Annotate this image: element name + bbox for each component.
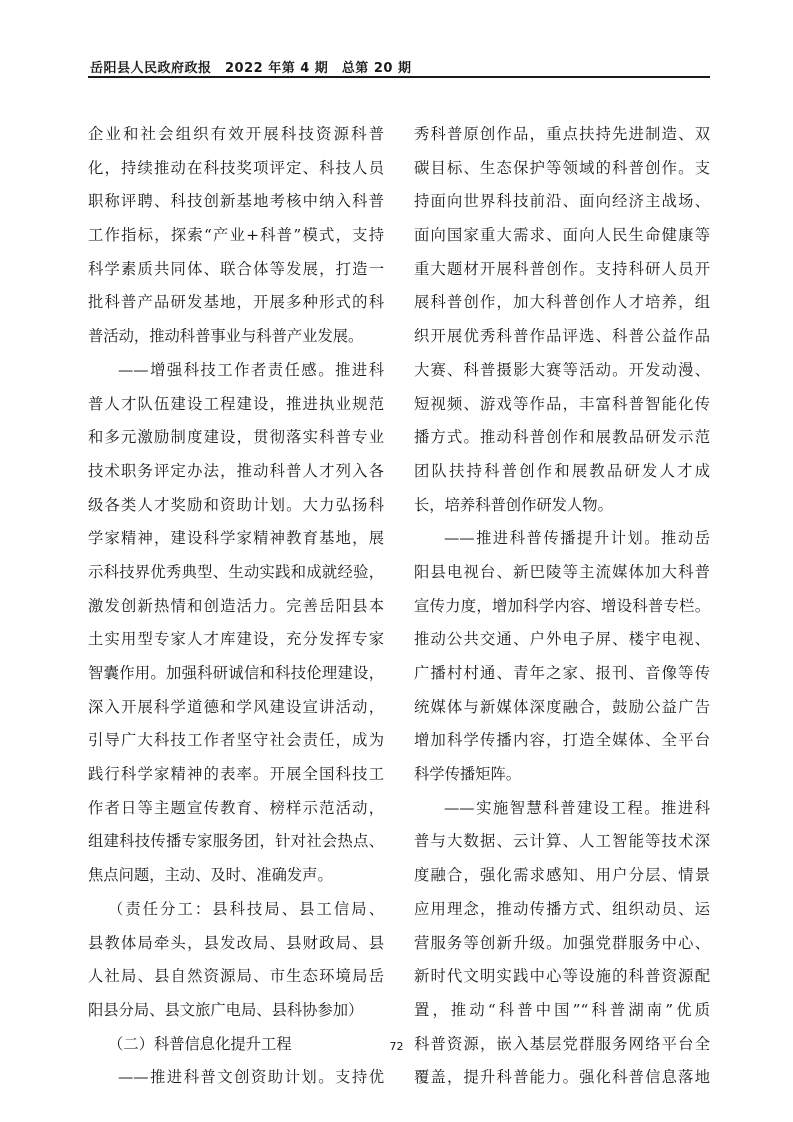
text-line: 学家精神，建设科学家精神教育基地，展 xyxy=(88,529,384,548)
text-line: 科普资源，嵌入基层党群服务网络平台全 xyxy=(414,1034,710,1053)
text-line: 长，培养科普创作研发人物。 xyxy=(414,495,613,514)
text-line: 播方式。推动科普创作和展教品研发示范 xyxy=(414,428,710,447)
text-line: 秀科普原创作品，重点扶持先进制造、双 xyxy=(414,125,710,143)
text-line: 普与大数据、云计算、人工智能等技术深 xyxy=(414,832,710,851)
text-line: 应用理念，推动传播方式、组织动员、运 xyxy=(414,899,710,918)
text-line: 置，推动“科普中国”“科普湖南”优质 xyxy=(414,1000,710,1019)
text-line: 和多元激励制度建设，贯彻落实科普专业 xyxy=(88,428,384,447)
text-line: 碳目标、生态保护等领域的科普创作。支 xyxy=(414,158,710,177)
left-text-column xyxy=(88,118,384,1095)
text-line: 智囊作用。加强科研诚信和科技伦理建设， xyxy=(88,664,384,682)
text-line: 重大题材开展科普创作。支持科研人员开 xyxy=(414,259,710,278)
text-line: 织开展优秀科普作品评选、科普公益作品 xyxy=(414,327,710,346)
text-line: 职称评聘、科技创新基地考核中纳入科普 xyxy=(88,192,384,211)
text-line: 大赛、科普摄影大赛等活动。开发动漫、 xyxy=(414,360,710,379)
text-line: 批科普产品研发基地，开展多种形式的科 xyxy=(88,293,384,312)
text-line: ——推进科普文创资助计划。支持优 xyxy=(118,1068,384,1087)
text-line: 新时代文明实践中心等设施的科普资源配 xyxy=(414,967,710,986)
text-line: 普活动，推动科普事业与科普产业发展。 xyxy=(88,327,364,346)
text-line: 阳县电视台、新巴陵等主流媒体加大科普 xyxy=(414,562,710,581)
text-line: （责任分工：县科技局、县工信局、 xyxy=(108,899,384,918)
text-line: 人社局、县自然资源局、市生态环境局岳 xyxy=(88,967,384,986)
header-title: 岳阳县人民政府政报 2022 年第 4 期 总第 20 期 xyxy=(90,61,412,76)
text-line: 践行科学家精神的表率。开展全国科技工 xyxy=(88,765,384,784)
text-line: 深入开展科学道德和学风建设宣讲活动， xyxy=(88,697,384,716)
text-line: 焦点问题，主动、及时、准确发声。 xyxy=(88,866,333,885)
text-line: 短视频、游戏等作品，丰富科普智能化传 xyxy=(414,394,710,413)
running-header xyxy=(88,54,710,78)
text-line: 科学传播矩阵。 xyxy=(414,765,522,784)
text-line: 宣传力度，增加科学内容、增设科普专栏。 xyxy=(414,596,710,615)
page-number: 72 xyxy=(389,1040,404,1053)
text-line: ——推进科普传播提升计划。推动岳 xyxy=(444,529,710,548)
text-line: （二）科普信息化提升工程 xyxy=(108,1034,292,1053)
text-line: 化，持续推动在科技奖项评定、科技人员 xyxy=(88,158,384,177)
text-line: 示科技界优秀典型、生动实践和成就经验， xyxy=(88,562,384,581)
text-line: 组建科技传播专家服务团，针对社会热点、 xyxy=(88,832,384,851)
text-line: ——增强科技工作者责任感。推进科 xyxy=(118,360,384,379)
text-line: 团队扶持科普创作和展教品研发人才成 xyxy=(414,461,710,480)
text-line: 普人才队伍建设工程建设，推进执业规范 xyxy=(88,394,384,413)
text-line: 土实用型专家人才库建设，充分发挥专家 xyxy=(88,630,384,649)
text-line: ——实施智慧科普建设工程。推进科 xyxy=(444,798,710,817)
text-line: 激发创新热情和创造活力。完善岳阳县本 xyxy=(88,596,384,615)
text-line: 技术职务评定办法，推动科普人才列入各 xyxy=(88,461,384,480)
text-line: 科学素质共同体、联合体等发展，打造一 xyxy=(88,259,384,278)
text-line: 引导广大科技工作者坚守社会责任，成为 xyxy=(88,731,384,750)
text-line: 县教体局牵头，县发改局、县财政局、县 xyxy=(88,933,384,952)
text-line: 面向国家重大需求、面向人民生命健康等 xyxy=(414,226,710,245)
text-line: 广播村村通、青年之家、报刊、音像等传 xyxy=(414,664,710,682)
text-line: 覆盖，提升科普能力。强化科普信息落地 xyxy=(414,1068,710,1087)
text-line: 推动公共交通、户外电子屏、楼宇电视、 xyxy=(414,630,710,649)
text-line: 工作指标，探索“产业+科普”模式，支持 xyxy=(88,226,384,245)
text-line: 营服务等创新升级。加强党群服务中心、 xyxy=(414,933,710,952)
text-line: 统媒体与新媒体深度融合，鼓励公益广告 xyxy=(414,697,710,716)
text-line: 度融合，强化需求感知、用户分层、情景 xyxy=(414,866,710,885)
right-text-column xyxy=(414,118,710,1095)
text-line: 持面向世界科技前沿、面向经济主战场、 xyxy=(414,192,710,211)
text-line: 级各类人才奖励和资助计划。大力弘扬科 xyxy=(88,495,384,514)
text-line: 展科普创作，加大科普创作人才培养，组 xyxy=(414,293,710,312)
text-line: 增加科学传播内容，打造全媒体、全平台 xyxy=(414,731,710,750)
text-line: 作者日等主题宣传教育、榜样示范活动， xyxy=(88,798,384,817)
text-line: 阳县分局、县文旅广电局、县科协参加） xyxy=(88,1000,364,1019)
text-line: 企业和社会组织有效开展科技资源科普 xyxy=(88,125,384,143)
